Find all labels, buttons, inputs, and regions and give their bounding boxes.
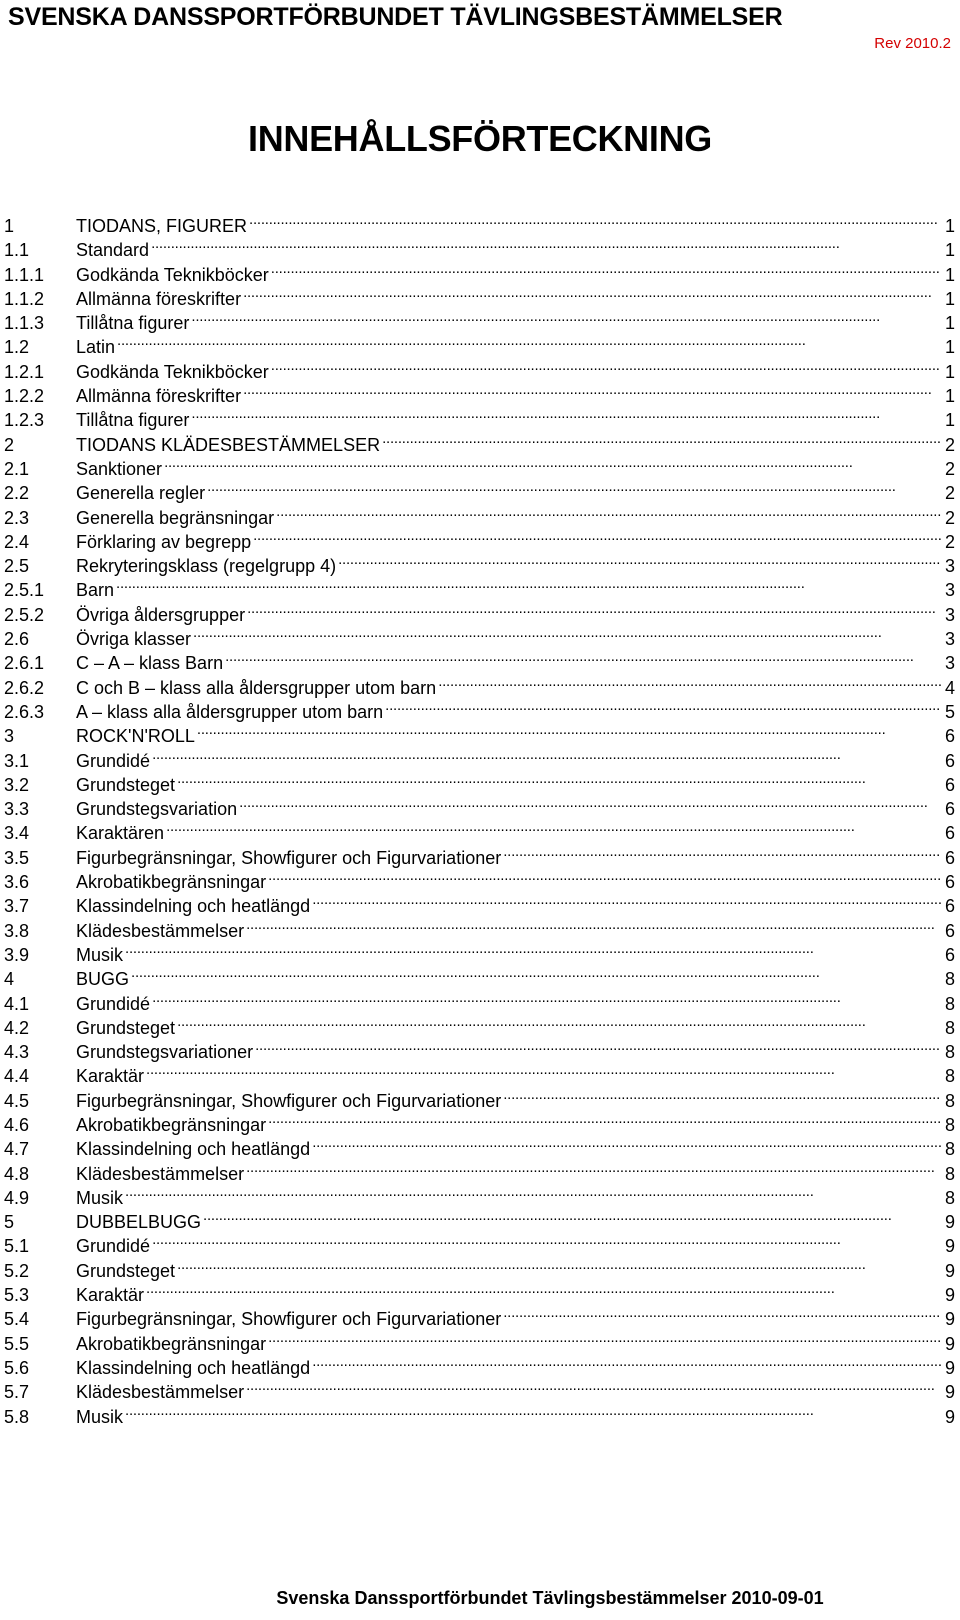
toc-entry-number: 1.1: [4, 240, 30, 261]
toc-entry-title: Akrobatikbegränsningar: [76, 1333, 267, 1354]
toc-entry-title: Standard: [76, 240, 150, 261]
toc-entry-title: C – A – klass Barn: [76, 653, 224, 674]
toc-entry-title: Grundidé: [76, 750, 151, 771]
toc-entry-number: 4.1: [4, 993, 30, 1014]
toc-heading: INNEHÅLLSFÖRTECKNING: [248, 118, 712, 159]
toc-dot-leader: [244, 1156, 941, 1180]
toc-entry-title: Grundstegsvariationer: [76, 1042, 254, 1063]
toc-entry[interactable]: [4, 1204, 955, 1233]
toc-entry-title: Musik: [76, 944, 124, 965]
toc-entry-number: 4.7: [4, 1139, 30, 1160]
toc-entry-title: Karaktär: [76, 1285, 145, 1306]
toc-entry-page: 8: [944, 969, 955, 990]
toc-dot-leader: [191, 621, 941, 645]
toc-entry-number: 3.3: [4, 799, 30, 820]
toc-dot-leader: [251, 524, 941, 548]
toc-dot-leader: [501, 840, 941, 864]
toc-entry[interactable]: [4, 1399, 955, 1427]
toc-entry-page: 1: [944, 264, 955, 285]
document-header-title: SVENSKA DANSSPORTFÖRBUNDET TÄVLINGSBESTÄMMELSER: [8, 3, 783, 31]
toc-entry-page: 9: [944, 1285, 955, 1306]
toc-entry-title: Klädesbestämmelser: [76, 1163, 245, 1184]
toc-entry[interactable]: [4, 354, 955, 382]
toc-dot-leader: [164, 815, 941, 839]
toc-entry-number: 3.6: [4, 872, 30, 893]
toc-entry-number: 3.2: [4, 774, 30, 795]
toc-dot-leader: [189, 305, 941, 329]
toc-entry-page: 9: [944, 1309, 955, 1330]
toc-dot-leader: [436, 670, 941, 694]
toc-entry-title: Förklaring av begrepp: [76, 531, 252, 552]
toc-entry-page: 1: [944, 410, 955, 431]
toc-entry-title: Klädesbestämmelser: [76, 1382, 245, 1403]
toc-entry-title: Figurbegränsningar, Showfigurer och Figurvariationer: [76, 1090, 502, 1111]
toc-entry-number: 5.3: [4, 1285, 30, 1306]
toc-entry-page: 6: [944, 823, 955, 844]
toc-entry-title: Klädesbestämmelser: [76, 920, 245, 941]
toc-dot-leader: [237, 791, 941, 815]
toc-entry-page: 6: [944, 750, 955, 771]
toc-entry-page: 8: [944, 1163, 955, 1184]
toc-dot-leader: [253, 1034, 941, 1058]
toc-entry-number: 4: [4, 969, 15, 990]
toc-dot-leader: [223, 645, 941, 669]
toc-entry-number: 3.9: [4, 944, 30, 965]
toc-entry-number: 4.9: [4, 1187, 30, 1208]
toc-entry-page: 6: [944, 774, 955, 795]
toc-entry-page: 6: [944, 872, 955, 893]
toc-entry-number: 3.5: [4, 847, 30, 868]
toc-entry-number: 2.2: [4, 483, 30, 504]
toc-entry-number: 2.5.1: [4, 580, 45, 601]
toc-entry-title: Musik: [76, 1187, 124, 1208]
toc-dot-leader: [380, 427, 941, 451]
toc-entry-page: 9: [944, 1382, 955, 1403]
toc-entry-page: 3: [944, 580, 955, 601]
toc-entry-number: 2.3: [4, 507, 30, 528]
toc-entry-title: Grundsteget: [76, 774, 176, 795]
toc-entry-title: Övriga åldersgrupper: [76, 604, 246, 625]
toc-entry-number: 2.5: [4, 556, 30, 577]
toc-entry[interactable]: [4, 937, 955, 965]
toc-entry[interactable]: [4, 1180, 955, 1208]
toc-entry-number: 1.2.1: [4, 361, 45, 382]
toc-entry-page: 1: [944, 386, 955, 407]
toc-dot-leader: [244, 913, 941, 937]
toc-entry-title: A – klass alla åldersgrupper utom barn: [76, 701, 384, 722]
toc-entry-number: 5.5: [4, 1333, 30, 1354]
toc-dot-leader: [266, 1326, 941, 1350]
toc-entry-number: 5.8: [4, 1406, 30, 1427]
toc-entry-page: 2: [944, 531, 955, 552]
toc-entry-number: 1.1.2: [4, 288, 45, 309]
toc-entry-page: 5: [944, 701, 955, 722]
toc-dot-leader: [274, 500, 941, 524]
toc-entry-title: ROCK'N'ROLL: [76, 726, 195, 747]
toc-entry-title: Sanktioner: [76, 458, 163, 479]
toc-entry-page: 6: [944, 920, 955, 941]
toc-entry-number: 4.3: [4, 1042, 30, 1063]
toc-entry-title: Klassindelning och heatlängd: [76, 1139, 311, 1160]
toc-entry-number: 1.2.3: [4, 410, 45, 431]
toc-entry-number: 2.6: [4, 629, 30, 650]
toc-entry-number: 3.1: [4, 750, 30, 771]
toc-entry-title: Tillåtna figurer: [76, 313, 190, 334]
toc-dot-leader: [150, 1228, 941, 1252]
revision-label: Rev 2010.2: [874, 35, 951, 52]
toc-entry[interactable]: [4, 961, 955, 990]
toc-entry[interactable]: [4, 597, 955, 625]
toc-entry-page: 3: [944, 629, 955, 650]
toc-entry-page: 1: [944, 288, 955, 309]
toc-entry-page: 9: [944, 1260, 955, 1281]
toc-dot-leader: [501, 1083, 941, 1107]
toc-entry-number: 5.6: [4, 1357, 30, 1378]
toc-dot-leader: [266, 1107, 941, 1131]
toc-dot-leader: [310, 888, 941, 912]
toc-entry-page: 1: [944, 361, 955, 382]
toc-entry-page: 2: [944, 458, 955, 479]
toc-entry-page: 6: [944, 847, 955, 868]
toc-entry[interactable]: [4, 1083, 955, 1111]
toc-entry-page: 2: [944, 483, 955, 504]
toc-dot-leader: [149, 232, 941, 256]
toc-entry-title: Klassindelning och heatlängd: [76, 896, 311, 917]
toc-entry-number: 5.4: [4, 1309, 30, 1330]
toc-entry-page: 8: [944, 1042, 955, 1063]
toc-dot-leader: [241, 281, 941, 305]
toc-entry-number: 3: [4, 726, 15, 747]
toc-entry-number: 5.1: [4, 1236, 30, 1257]
toc-entry-title: Figurbegränsningar, Showfigurer och Figurvariationer: [76, 847, 502, 868]
toc-entry-page: 9: [944, 1357, 955, 1378]
toc-entry-page: 6: [944, 896, 955, 917]
toc-entry-page: 8: [944, 1114, 955, 1135]
toc-entry-page: 9: [944, 1406, 955, 1427]
toc-entry-title: Tillåtna figurer: [76, 410, 190, 431]
toc-entry-page: 8: [944, 1017, 955, 1038]
toc-entry-number: 2.5.2: [4, 604, 45, 625]
toc-entry-number: 4.2: [4, 1017, 30, 1038]
toc-entry-number: 4.4: [4, 1066, 30, 1087]
toc-entry-page: 1: [944, 337, 955, 358]
toc-entry-number: 3.4: [4, 823, 30, 844]
toc-dot-leader: [245, 597, 941, 621]
toc-entry-page: 1: [944, 313, 955, 334]
toc-entry-page: 3: [944, 604, 955, 625]
toc-entry-title: Generella regler: [76, 483, 206, 504]
toc-entry-page: 2: [944, 507, 955, 528]
toc-entry-page: 1: [944, 216, 955, 236]
toc-entry-title: Grundstegsvariation: [76, 799, 238, 820]
toc-entry-page: 1: [944, 240, 955, 261]
toc-entry-title: Grundsteget: [76, 1260, 176, 1281]
toc-entry-title: Latin: [76, 337, 116, 358]
toc-dot-leader: [115, 329, 941, 353]
toc-entry-number: 1.2: [4, 337, 30, 358]
toc-entry-title: Karaktären: [76, 823, 165, 844]
toc-dot-leader: [266, 864, 941, 888]
toc-dot-leader: [114, 572, 941, 596]
toc-entry-number: 1: [4, 216, 15, 236]
toc-entry[interactable]: [4, 1277, 955, 1306]
toc-dot-leader: [501, 1301, 941, 1325]
toc-dot-leader: [123, 1399, 941, 1423]
toc-entry-page: 6: [944, 944, 955, 965]
toc-entry-title: Övriga klasser: [76, 629, 192, 650]
toc-entry-page: 8: [944, 1090, 955, 1111]
toc-entry-title: Barn: [76, 580, 115, 601]
toc-entry-title: Rekryteringsklass (regelgrupp 4): [76, 556, 337, 577]
toc-entry-title: DUBBELBUGG: [76, 1212, 202, 1233]
toc-entry-number: 2.6.3: [4, 701, 45, 722]
toc-entry-title: TIODANS KLÄDESBESTÄMMELSER: [76, 434, 381, 455]
table-of-contents: [4, 208, 955, 1427]
toc-entry-number: 2.6.2: [4, 677, 45, 698]
toc-dot-leader: [123, 1180, 941, 1204]
toc-entry-page: 3: [944, 556, 955, 577]
toc-dot-leader: [205, 475, 941, 499]
toc-dot-leader: [144, 1058, 941, 1082]
toc-entry-page: 6: [944, 799, 955, 820]
toc-entry-number: 4.5: [4, 1090, 30, 1111]
toc-dot-leader: [383, 694, 941, 718]
toc-entry-title: TIODANS, FIGURER: [76, 216, 248, 236]
toc-dot-leader: [336, 548, 941, 572]
toc-entry-title: Allmänna föreskrifter: [76, 386, 242, 407]
toc-dot-leader: [123, 937, 941, 961]
toc-entry-title: Grundsteget: [76, 1017, 176, 1038]
toc-entry[interactable]: [4, 1301, 955, 1330]
toc-dot-leader: [150, 743, 941, 767]
toc-entry-page: 8: [944, 1066, 955, 1087]
toc-entry-number: 5.7: [4, 1382, 30, 1403]
toc-entry-number: 5.2: [4, 1260, 30, 1281]
toc-entry-title: Akrobatikbegränsningar: [76, 1114, 267, 1135]
toc-entry-number: 5: [4, 1212, 15, 1233]
document-footer: Svenska Danssportförbundet Tävlingsbestämmelser 2010-09-01: [276, 1588, 824, 1608]
toc-entry-page: 4: [944, 677, 955, 698]
toc-entry-number: 1.2.2: [4, 386, 45, 407]
toc-entry-page: 3: [944, 653, 955, 674]
toc-entry-number: 4.6: [4, 1114, 30, 1135]
toc-entry[interactable]: [4, 986, 955, 1014]
toc-entry-title: Allmänna föreskrifter: [76, 288, 242, 309]
toc-entry-page: 9: [944, 1212, 955, 1233]
toc-entry-number: 1.1.3: [4, 313, 45, 334]
toc-entry-title: Figurbegränsningar, Showfigurer och Figurvariationer: [76, 1309, 502, 1330]
toc-dot-leader: [150, 986, 941, 1010]
toc-entry-page: 6: [944, 726, 955, 747]
toc-entry[interactable]: [4, 572, 955, 601]
toc-entry-title: Generella begränsningar: [76, 507, 275, 528]
toc-dot-leader: [175, 1253, 941, 1277]
toc-entry-page: 8: [944, 1187, 955, 1208]
toc-dot-leader: [175, 1010, 941, 1034]
toc-entry-page: 8: [944, 1139, 955, 1160]
toc-entry-number: 2: [4, 434, 15, 455]
toc-entry-title: Akrobatikbegränsningar: [76, 872, 267, 893]
toc-entry[interactable]: [4, 1058, 955, 1087]
toc-entry-number: 2.6.1: [4, 653, 45, 674]
toc-dot-leader: [269, 354, 941, 378]
toc-entry-title: Grundidé: [76, 1236, 151, 1257]
toc-entry-number: 2.1: [4, 458, 30, 479]
toc-entry-page: 9: [944, 1333, 955, 1354]
toc-entry-title: BUGG: [76, 969, 130, 990]
toc-dot-leader: [175, 767, 941, 791]
toc-dot-leader: [310, 1131, 941, 1155]
toc-entry[interactable]: [4, 329, 955, 358]
toc-entry-number: 3.8: [4, 920, 30, 941]
toc-dot-leader: [241, 378, 941, 402]
toc-entry-title: Klassindelning och heatlängd: [76, 1357, 311, 1378]
toc-entry-number: 3.7: [4, 896, 30, 917]
toc-entry-title: C och B – klass alla åldersgrupper utom barn: [76, 677, 437, 698]
toc-entry-title: Grundidé: [76, 993, 151, 1014]
toc-entry-page: 2: [944, 434, 955, 455]
toc-dot-leader: [189, 402, 941, 426]
toc-entry-number: 1.1.1: [4, 264, 45, 285]
toc-dot-leader: [144, 1277, 941, 1301]
toc-entry-page: 9: [944, 1236, 955, 1257]
toc-entry-title: Godkända Teknikböcker: [76, 264, 269, 285]
toc-dot-leader: [195, 718, 941, 742]
toc-entry-number: 4.8: [4, 1163, 30, 1184]
toc-entry[interactable]: [4, 208, 955, 236]
toc-entry-number: 2.4: [4, 531, 30, 552]
toc-dot-leader: [162, 451, 941, 475]
toc-entry-title: Karaktär: [76, 1066, 145, 1087]
toc-dot-leader: [247, 208, 941, 232]
toc-dot-leader: [244, 1374, 941, 1398]
toc-dot-leader: [201, 1204, 941, 1228]
toc-dot-leader: [269, 257, 941, 281]
toc-dot-leader: [129, 961, 941, 985]
toc-entry-title: Musik: [76, 1406, 124, 1427]
toc-entry-title: Godkända Teknikböcker: [76, 361, 269, 382]
toc-dot-leader: [310, 1350, 941, 1374]
toc-entry-page: 8: [944, 993, 955, 1014]
